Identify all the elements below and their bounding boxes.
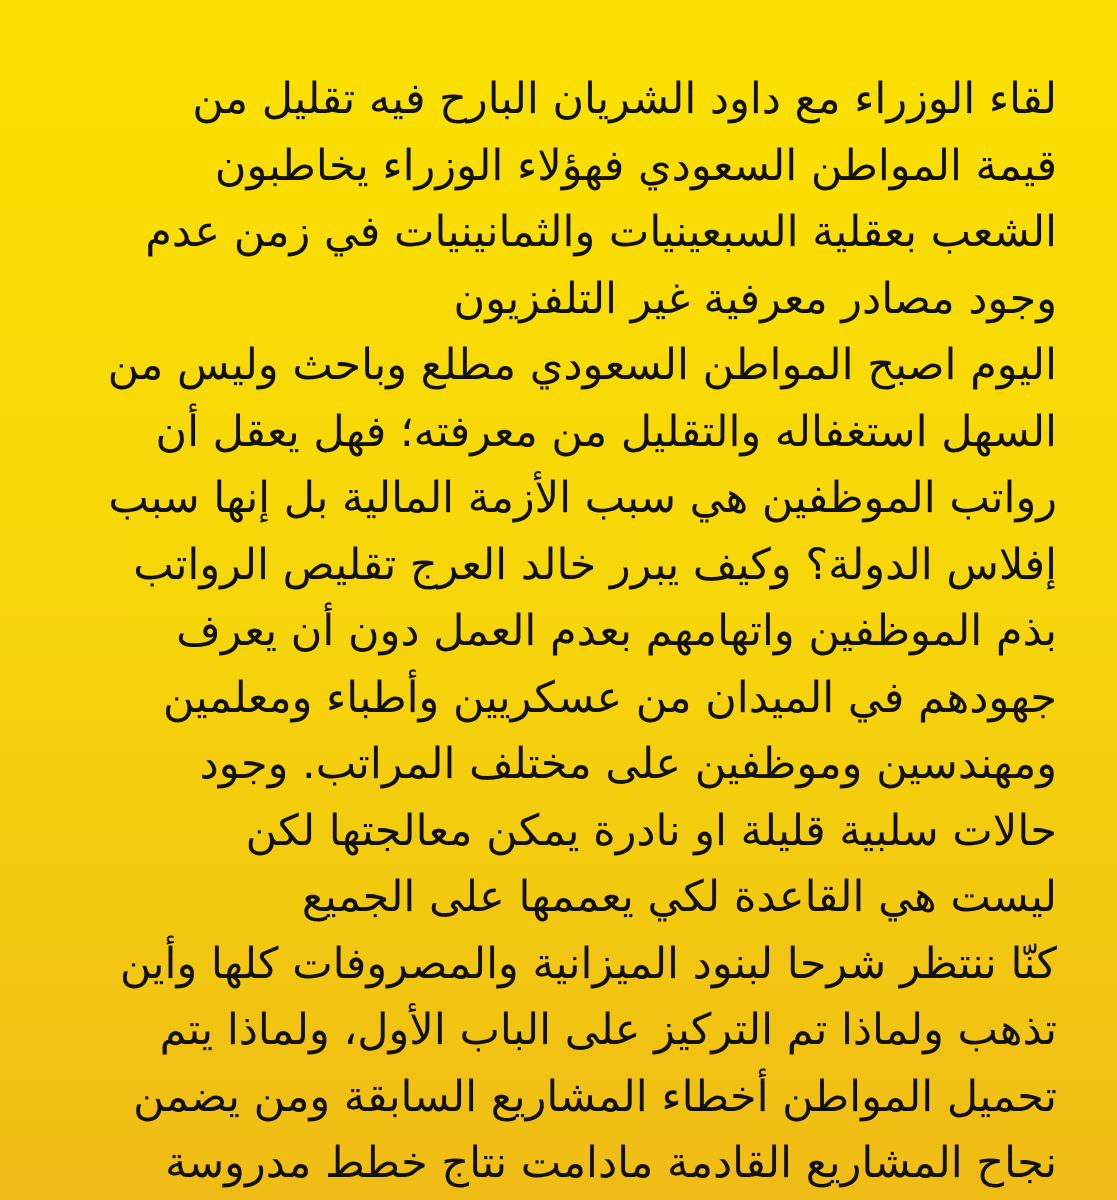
text-line: ليست هي القاعدة لكي يعممها على الجميع <box>301 872 1057 922</box>
text-line: إفلاس الدولة؟ وكيف يبرر خالد العرج تقليص الرواتب <box>133 539 1057 590</box>
text-line: السهل استغفاله والتقليل من معرفته؛ فهل يعقل أن <box>155 406 1057 457</box>
text-line: كنّا ننتظر شرحا لبنود الميزانية والمصروفات كلها وأين <box>119 938 1057 989</box>
text-line: الشعب بعقلية السبعينيات والثمانينيات في زمن عدم <box>145 207 1057 257</box>
text-line: جهودهم في الميدان من عسكريين وأطباء ومعلمين <box>163 672 1057 723</box>
text-line: وجود مصادر معرفية غير التلفزيون <box>453 273 1057 324</box>
text-line: نجاح المشاريع القادمة مادامت نتاج خطط مدروسة <box>165 1138 1057 1188</box>
text-line: حالات سلبية قليلة او نادرة يمكن معالجتها لكن <box>245 805 1057 856</box>
text-line: رواتب الموظفين هي سبب الأزمة المالية بل إنها سبب <box>108 473 1057 523</box>
text-line: تحميل المواطن أخطاء المشاريع السابقة ومن يضمن <box>133 1071 1057 1122</box>
text-line: ومهندسين وموظفين على مختلف المراتب. وجود <box>199 739 1057 789</box>
text-line: اليوم اصبح المواطن السعودي مطلع وباحث وليس من <box>107 340 1057 390</box>
text-line: بذم الموظفين واتهامهم بعدم العمل دون أن يعرف <box>176 606 1057 656</box>
text-line: لقاء الوزراء مع داود الشريان البارح فيه تقليل من <box>192 74 1057 124</box>
text-line: تذهب ولماذا تم التركيز على الباب الأول، ولماذا يتم <box>159 1005 1057 1055</box>
arabic-text-block <box>40 66 1057 1197</box>
text-line: قيمة المواطن السعودي فهؤلاء الوزراء يخاطبون <box>214 140 1057 191</box>
